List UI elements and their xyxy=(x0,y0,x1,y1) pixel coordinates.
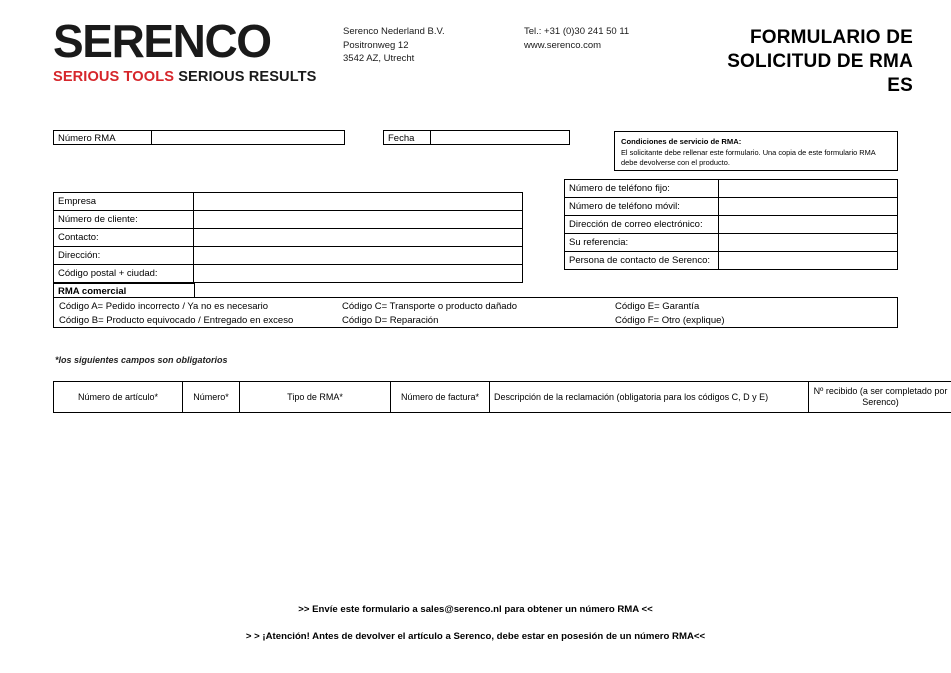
document-title-line-3: ES xyxy=(887,75,913,96)
logo-tagline xyxy=(53,69,353,85)
company-field-input[interactable] xyxy=(194,211,523,229)
logo-tagline-black: SERIOUS RESULTS xyxy=(178,69,317,85)
table-row xyxy=(54,193,523,211)
company-field-input[interactable] xyxy=(194,229,523,247)
contact-field-input[interactable] xyxy=(719,234,898,252)
company-field-input[interactable] xyxy=(194,265,523,283)
contact-field-label: Número de teléfono móvil: xyxy=(565,198,719,216)
mandatory-fields-note: *los siguientes campos son obligatorios xyxy=(55,355,228,365)
rma-comercial-tab-label: RMA comercial xyxy=(58,286,127,297)
header-tipo-rma: Tipo de RMA* xyxy=(240,382,391,413)
contact-details-table xyxy=(564,179,898,270)
code-d: Código D= Reparación xyxy=(342,315,439,326)
rma-number-input[interactable] xyxy=(151,130,345,145)
contact-field-input[interactable] xyxy=(719,252,898,270)
company-details-table xyxy=(53,192,523,283)
company-website[interactable]: www.serenco.com xyxy=(524,39,602,51)
fecha-label xyxy=(383,130,431,145)
address-line-2: Positronweg 12 xyxy=(343,39,409,51)
contact-field-label: Número de teléfono fijo: xyxy=(565,180,719,198)
company-field-input[interactable] xyxy=(194,247,523,265)
rma-conditions-box xyxy=(614,131,898,171)
company-address xyxy=(343,25,445,66)
table-row xyxy=(54,247,523,265)
logo-wordmark: SERENCO xyxy=(53,15,271,67)
table-row xyxy=(54,229,523,247)
table-row xyxy=(565,180,898,198)
fecha-value xyxy=(431,131,569,135)
rma-number-value xyxy=(152,131,344,135)
header-numero: Número* xyxy=(183,382,240,413)
fecha-label-text: Fecha xyxy=(388,133,415,144)
address-line-3: 3542 AZ, Utrecht xyxy=(343,53,415,64)
rma-items-table xyxy=(53,381,951,413)
header-numero-articulo: Número de artículo* xyxy=(54,382,183,413)
document-header xyxy=(0,0,951,110)
footer-note-send-form: >> Envíe este formulario a sales@serenco.nl para obtener un número RMA << xyxy=(298,604,653,615)
footer-note-attention: > > ¡Atención! Antes de devolver el artículo a Serenco, debe estar en posesión de un número RMA<< xyxy=(245,631,706,642)
table-row xyxy=(565,234,898,252)
document-title xyxy=(583,26,913,98)
contact-field-input[interactable] xyxy=(719,180,898,198)
contact-field-label: Persona de contacto de Serenco: xyxy=(565,252,719,270)
document-title-line-2: SOLICITUD DE RMA xyxy=(727,51,913,72)
rma-conditions-title: Condiciones de servicio de RMA: xyxy=(621,137,742,146)
rma-comercial-tab xyxy=(53,283,195,298)
company-field-input[interactable] xyxy=(194,193,523,211)
serenco-logo xyxy=(53,15,353,85)
table-row xyxy=(54,211,523,229)
rma-comercial-codes-box xyxy=(53,297,898,328)
rma-conditions-text: El solicitante debe rellenar este formulario. Una copia de este formulario RMA debe devolverse con el producto. xyxy=(621,148,876,167)
header-numero-recibido: Nº recibido (a ser completado por Serenco) xyxy=(809,382,951,413)
company-field-label: Código postal + ciudad: xyxy=(54,265,194,283)
contact-field-input[interactable] xyxy=(719,198,898,216)
table-row xyxy=(565,216,898,234)
contact-field-label: Su referencia: xyxy=(565,234,719,252)
contact-field-label: Dirección de correo electrónico: xyxy=(565,216,719,234)
table-header-row xyxy=(54,382,951,413)
contact-field-input[interactable] xyxy=(719,216,898,234)
header-numero-factura: Número de factura* xyxy=(391,382,490,413)
company-telephone: Tel.: +31 (0)30 241 50 11 xyxy=(524,26,630,37)
address-line-1: Serenco Nederland B.V. xyxy=(343,26,445,37)
fecha-input[interactable] xyxy=(430,130,570,145)
code-c: Código C= Transporte o producto dañado xyxy=(342,301,518,312)
document-title-line-1: FORMULARIO DE xyxy=(749,27,913,48)
code-e: Código E= Garantía xyxy=(615,301,700,312)
logo-tagline-red: SERIOUS TOOLS xyxy=(53,69,175,85)
code-f: Código F= Otro (explique) xyxy=(615,315,725,326)
company-field-label: Número de cliente: xyxy=(54,211,194,229)
table-row xyxy=(565,198,898,216)
rma-number-label xyxy=(53,130,152,145)
company-field-label: Dirección: xyxy=(54,247,194,265)
company-field-label: Contacto: xyxy=(54,229,194,247)
company-field-label: Empresa xyxy=(54,193,194,211)
code-a: Código A= Pedido incorrecto / Ya no es necesario xyxy=(59,301,269,312)
table-row xyxy=(54,265,523,283)
table-row xyxy=(565,252,898,270)
header-descripcion: Descripción de la reclamación (obligatoria para los códigos C, D y E) xyxy=(490,382,809,413)
code-b: Código B= Producto equivocado / Entregado en exceso xyxy=(59,315,294,326)
rma-number-label-text: Número RMA xyxy=(58,133,116,144)
